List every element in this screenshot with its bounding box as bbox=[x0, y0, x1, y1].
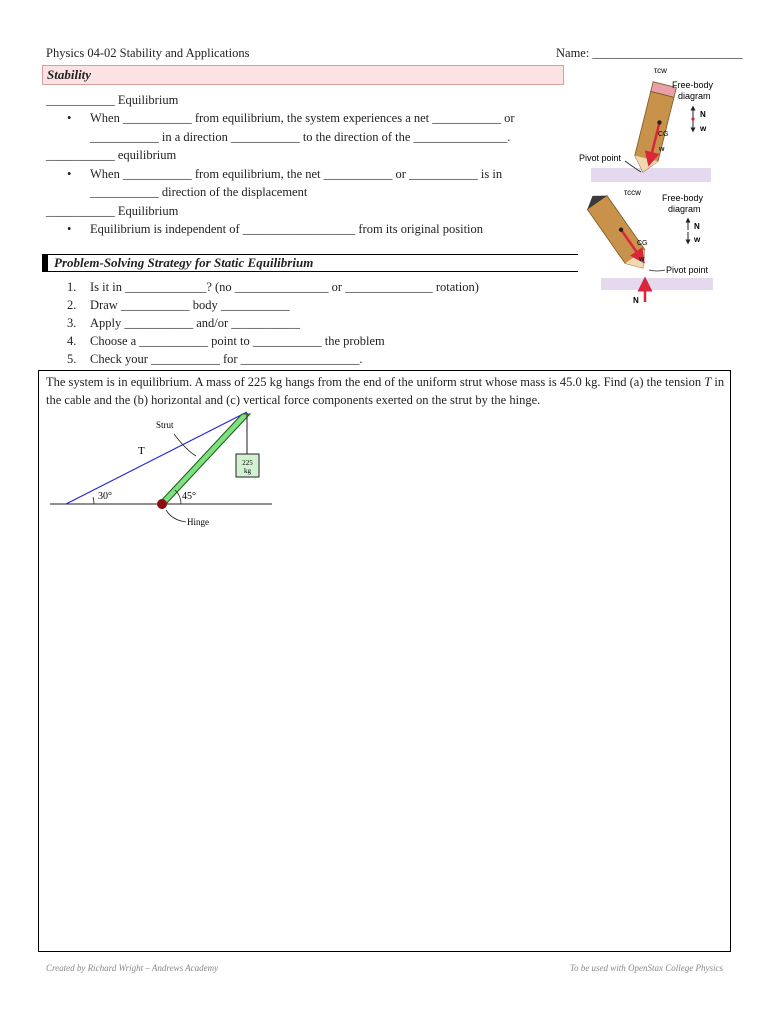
stability-line-2: When ___________ from equilibrium, the system experiences a net ___________ or bbox=[90, 111, 515, 125]
footer-credit: Created by Richard Wright – Andrews Academy bbox=[46, 963, 219, 973]
stability-heading-bar bbox=[42, 65, 564, 85]
page-title: Physics 04-02 Stability and Applications bbox=[46, 46, 250, 60]
stability-line-3: ___________ in a direction ___________ to the direction of the _______________. bbox=[90, 130, 511, 144]
step-text: Apply ___________ and/or ___________ bbox=[90, 316, 301, 330]
pivot-label: Pivot point bbox=[579, 153, 622, 163]
fbd-label: Free-body bbox=[672, 80, 714, 90]
stability-line-6: ___________ direction of the displacement bbox=[90, 185, 308, 199]
surface bbox=[591, 168, 711, 182]
pencil-stability-figure bbox=[575, 62, 725, 327]
step-number: 3. bbox=[67, 316, 77, 330]
problem-text bbox=[46, 373, 726, 409]
stability-heading: Stability bbox=[47, 67, 92, 82]
step-number: 2. bbox=[67, 298, 77, 312]
stability-line-4: ___________ equilibrium bbox=[46, 148, 177, 162]
footer-source: To be used with OpenStax College Physics bbox=[569, 963, 723, 973]
stability-line-8: Equilibrium is independent of __________________ from its original position bbox=[90, 222, 484, 236]
stability-line-5: When ___________ from equilibrium, the net ___________ or ___________ is in bbox=[90, 167, 503, 181]
strategy-heading-bar bbox=[42, 254, 578, 272]
problem-text-part: in the cable and the (b) horizontal and (c) vertical force components exerted on the strut by the hinge. bbox=[46, 375, 725, 407]
w-arrow-label: w bbox=[639, 256, 645, 263]
mass-unit: kg bbox=[244, 467, 251, 475]
hinge-dot bbox=[157, 499, 167, 509]
angle-30-label: 30° bbox=[98, 491, 112, 502]
normal-label: N bbox=[694, 222, 700, 231]
pivot-label: Pivot point bbox=[666, 265, 709, 275]
stability-line-7: ___________ Equilibrium bbox=[46, 204, 179, 218]
normal-arrow-label: N bbox=[633, 296, 639, 305]
bullet-icon: • bbox=[67, 111, 72, 125]
problem-text-part: The system is in equilibrium. A mass of 225 kg hangs from the end of the uniform strut whose mass is 45.0 kg. Find (a) the tension bbox=[46, 375, 705, 389]
strut-label: Strut bbox=[156, 420, 174, 430]
w-arrow-label: w bbox=[659, 146, 665, 153]
step-text: Is it in _____________? (no _______________ or ______________ rotation) bbox=[90, 280, 479, 294]
stability-line-1: ___________ Equilibrium bbox=[46, 93, 179, 107]
fbd-label: Free-body bbox=[662, 193, 704, 203]
heading-marker bbox=[42, 255, 48, 271]
fbd-label: diagram bbox=[678, 91, 711, 101]
tension-variable: T bbox=[704, 375, 712, 389]
step-text: Draw ___________ body ___________ bbox=[90, 298, 290, 312]
angle-45-label: 45° bbox=[182, 491, 196, 502]
surface bbox=[601, 278, 713, 290]
cg-label: CG bbox=[658, 131, 669, 138]
step-number: 1. bbox=[67, 280, 77, 294]
torque-label: τcw bbox=[654, 66, 667, 75]
tension-label: T bbox=[138, 445, 145, 457]
hinge-label: Hinge bbox=[187, 517, 209, 527]
step-text: Choose a ___________ point to ___________ the problem bbox=[90, 334, 385, 348]
bullet-icon: • bbox=[67, 222, 72, 236]
fbd-label: diagram bbox=[668, 204, 701, 214]
strut-diagram bbox=[46, 410, 274, 530]
torque-label: τccw bbox=[624, 188, 641, 197]
step-text: Check your ___________ for ___________________. bbox=[90, 352, 363, 366]
step-number: 5. bbox=[67, 352, 77, 366]
cg-label: CG bbox=[637, 240, 648, 247]
step-number: 4. bbox=[67, 334, 77, 348]
weight-label: w bbox=[700, 124, 707, 133]
mass-label: 225 bbox=[242, 459, 253, 467]
strategy-heading: Problem-Solving Strategy for Static Equilibrium bbox=[54, 255, 314, 270]
name-field: Name: ________________________ bbox=[556, 46, 743, 60]
pencil-top bbox=[631, 82, 676, 175]
normal-label: N bbox=[700, 110, 706, 119]
bullet-icon: • bbox=[67, 167, 72, 181]
weight-label: w bbox=[694, 235, 701, 244]
